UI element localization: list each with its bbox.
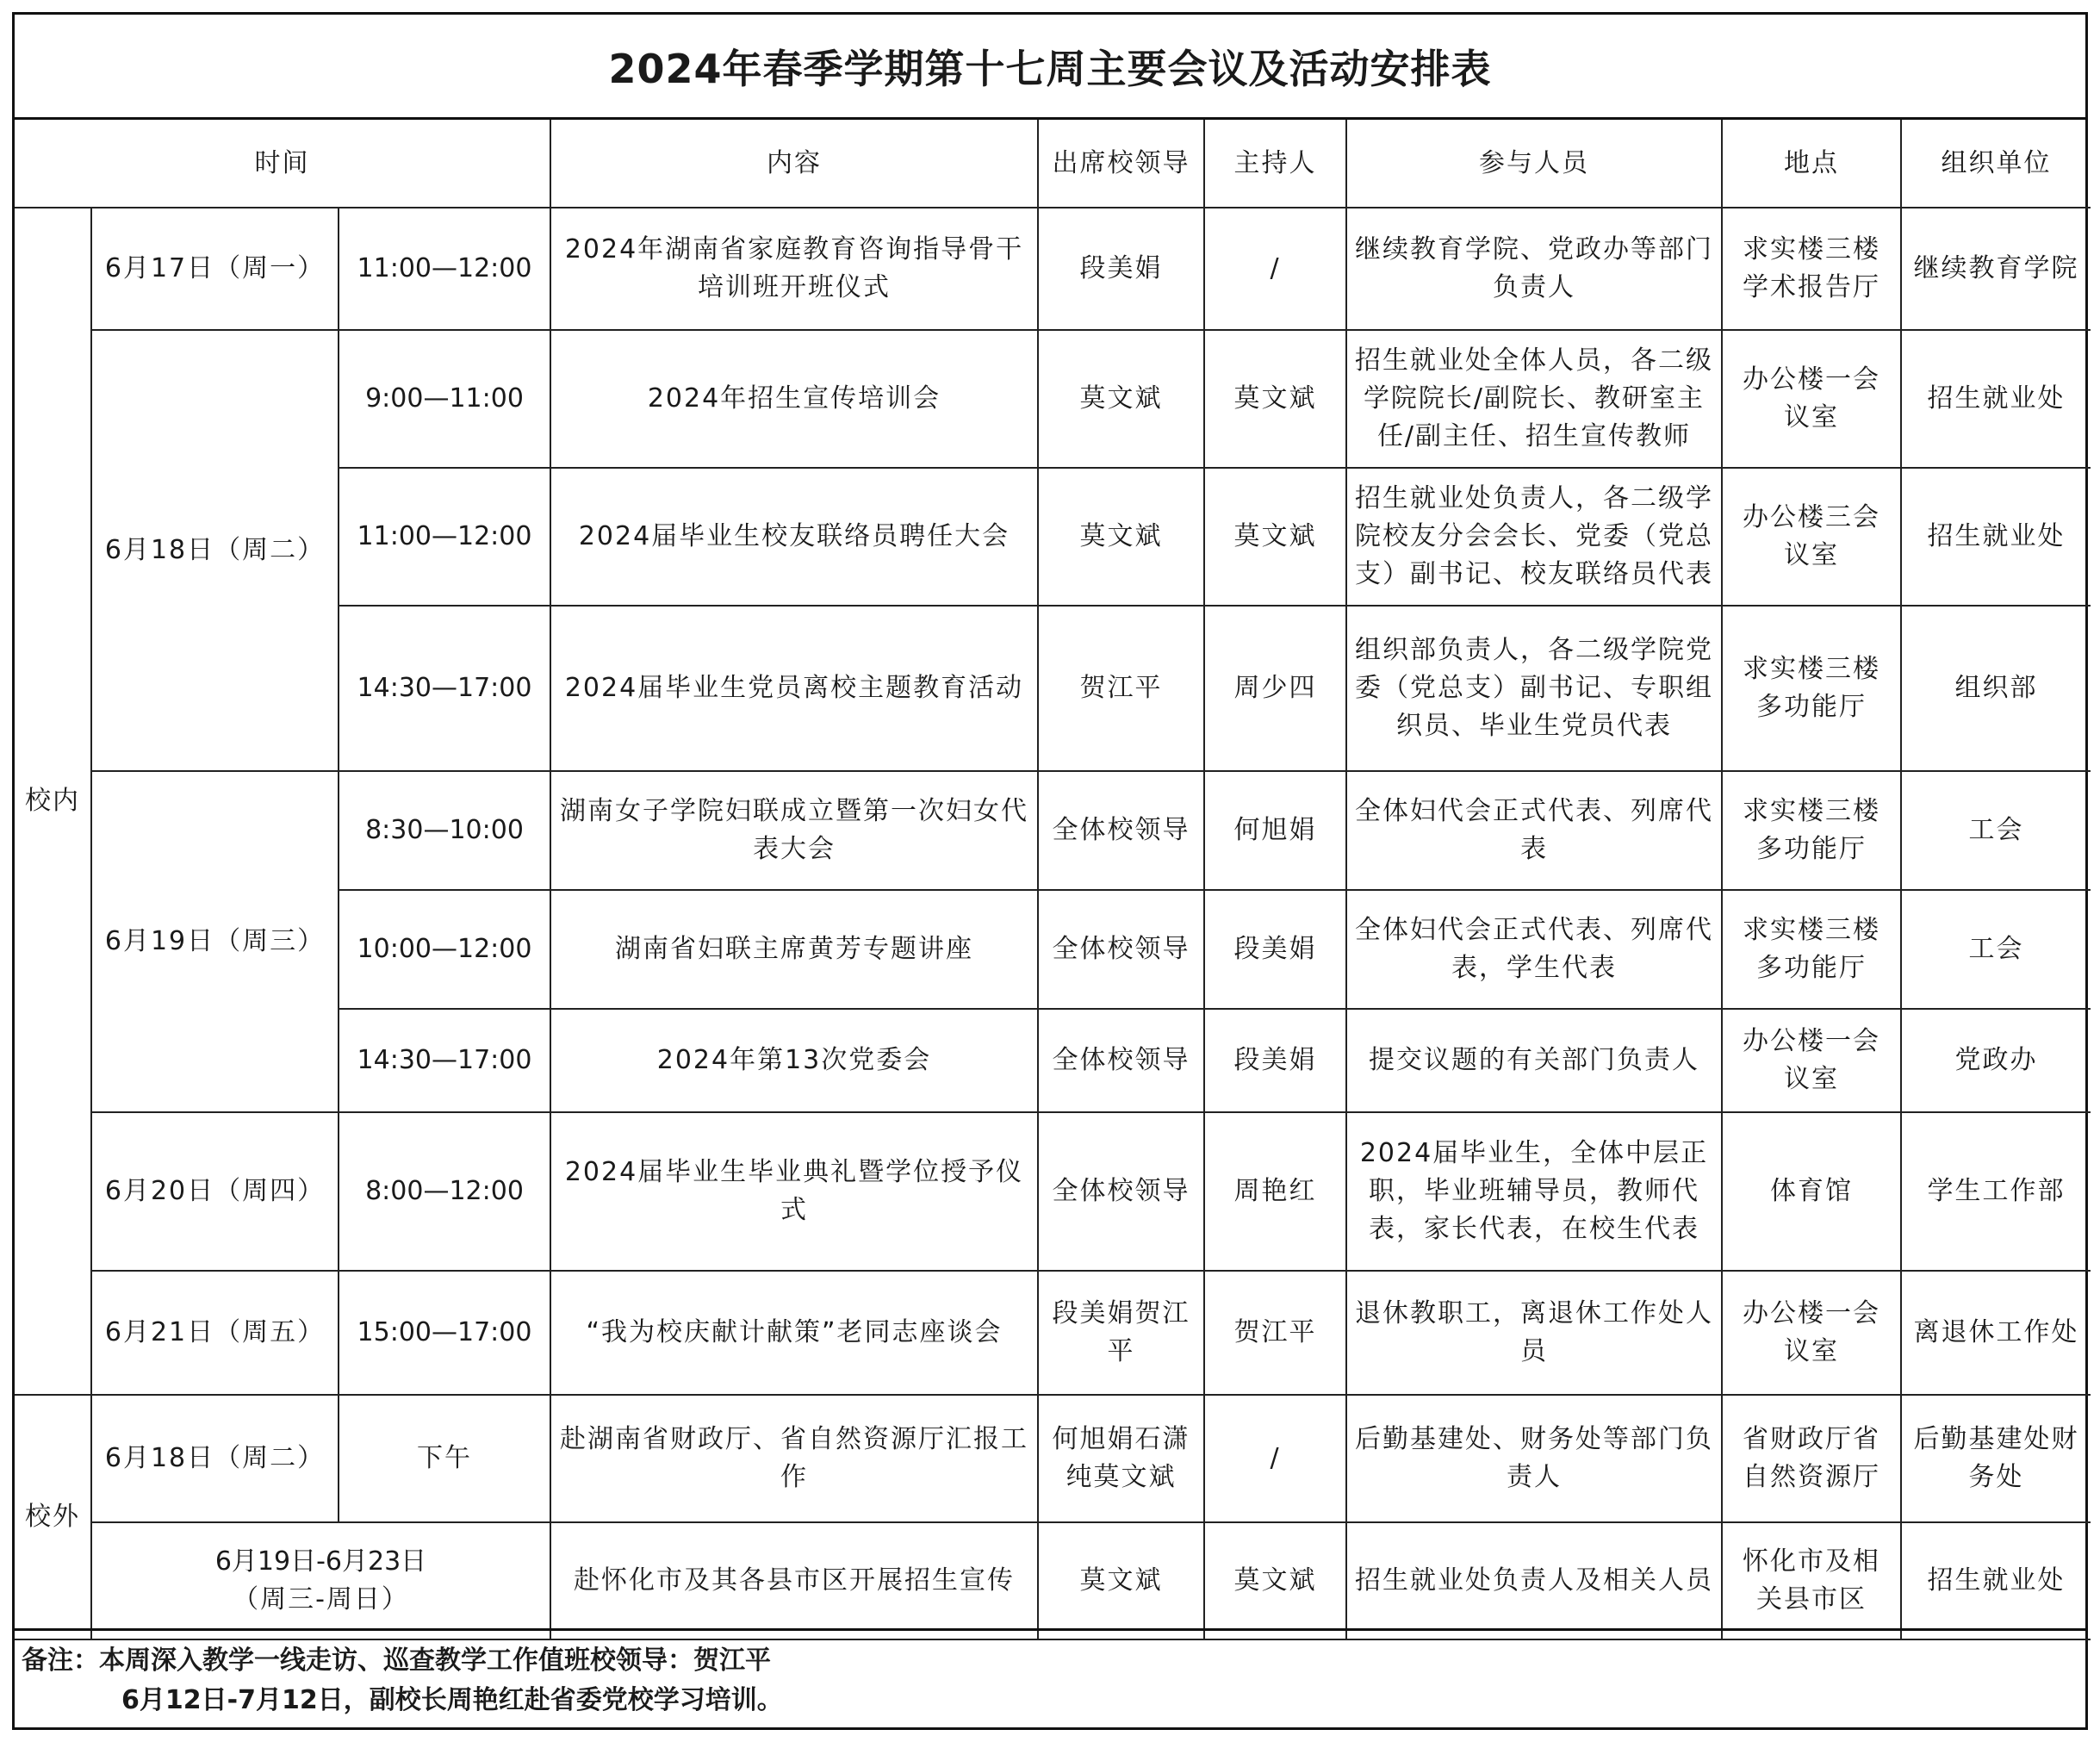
day-cell: 6月20日（周四） bbox=[91, 1112, 339, 1271]
header-participants: 参与人员 bbox=[1346, 120, 1722, 208]
content-cell: 2024年第13次党委会 bbox=[550, 1009, 1038, 1112]
leader-cell: 全体校领导 bbox=[1038, 771, 1204, 890]
time-cell: 8:30—10:00 bbox=[339, 771, 550, 890]
content-cell: 赴怀化市及其各县市区开展招生宣传 bbox=[550, 1522, 1038, 1639]
location-cell: 办公楼三会议室 bbox=[1722, 468, 1901, 606]
organizer-cell: 党政办 bbox=[1901, 1009, 2091, 1112]
participants-cell: 提交议题的有关部门负责人 bbox=[1346, 1009, 1722, 1112]
header-content: 内容 bbox=[550, 120, 1038, 208]
organizer-cell: 工会 bbox=[1901, 890, 2091, 1009]
day-cell: 6月18日（周二） bbox=[91, 330, 339, 771]
host-cell: 何旭娟 bbox=[1204, 771, 1346, 890]
organizer-cell: 继续教育学院 bbox=[1901, 208, 2091, 330]
content-cell: “我为校庆献计献策”老同志座谈会 bbox=[550, 1271, 1038, 1395]
section-outside: 校外 bbox=[15, 1395, 91, 1639]
location-cell: 怀化市及相关县市区 bbox=[1722, 1522, 1901, 1639]
header-row bbox=[15, 120, 2091, 208]
host-cell: 莫文斌 bbox=[1204, 468, 1346, 606]
content-cell: 2024届毕业生毕业典礼暨学位授予仪式 bbox=[550, 1112, 1038, 1271]
leader-cell: 莫文斌 bbox=[1038, 468, 1204, 606]
content-cell: 湖南省妇联主席黄芳专题讲座 bbox=[550, 890, 1038, 1009]
participants-cell: 继续教育学院、党政办等部门负责人 bbox=[1346, 208, 1722, 330]
day-cell: 6月21日（周五） bbox=[91, 1271, 339, 1395]
day-cell: 6月19日（周三） bbox=[91, 771, 339, 1112]
table-row bbox=[15, 1112, 2091, 1271]
participants-cell: 退休教职工，离退休工作处人员 bbox=[1346, 1271, 1722, 1395]
table-row bbox=[15, 208, 2091, 330]
leader-cell: 贺江平 bbox=[1038, 606, 1204, 771]
location-cell: 求实楼三楼多功能厅 bbox=[1722, 771, 1901, 890]
day-cell: 6月17日（周一） bbox=[91, 208, 339, 330]
participants-cell: 2024届毕业生，全体中层正职，毕业班辅导员，教师代表，家长代表，在校生代表 bbox=[1346, 1112, 1722, 1271]
content-cell: 赴湖南省财政厅、省自然资源厅汇报工作 bbox=[550, 1395, 1038, 1522]
header-leader: 出席校领导 bbox=[1038, 120, 1204, 208]
leader-cell: 段美娟贺江平 bbox=[1038, 1271, 1204, 1395]
organizer-cell: 招生就业处 bbox=[1901, 330, 2091, 468]
location-cell: 省财政厅省自然资源厅 bbox=[1722, 1395, 1901, 1522]
organizer-cell: 后勤基建处财务处 bbox=[1901, 1395, 2091, 1522]
schedule-table bbox=[15, 120, 2091, 1640]
leader-cell: 全体校领导 bbox=[1038, 1009, 1204, 1112]
remark-line-1: 备注：本周深入教学一线走访、巡查教学工作值班校领导：贺江平 bbox=[22, 1646, 771, 1676]
leader-cell: 何旭娟石潇纯莫文斌 bbox=[1038, 1395, 1204, 1522]
table-row bbox=[15, 1271, 2091, 1395]
host-cell: 莫文斌 bbox=[1204, 330, 1346, 468]
host-cell: 周艳红 bbox=[1204, 1112, 1346, 1271]
content-cell: 2024年招生宣传培训会 bbox=[550, 330, 1038, 468]
location-cell: 体育馆 bbox=[1722, 1112, 1901, 1271]
organizer-cell: 招生就业处 bbox=[1901, 468, 2091, 606]
host-cell: 周少四 bbox=[1204, 606, 1346, 771]
participants-cell: 全体妇代会正式代表、列席代表，学生代表 bbox=[1346, 890, 1722, 1009]
schedule-sheet bbox=[12, 12, 2088, 1730]
content-cell: 2024届毕业生校友联络员聘任大会 bbox=[550, 468, 1038, 606]
host-cell: 段美娟 bbox=[1204, 1009, 1346, 1112]
leader-cell: 莫文斌 bbox=[1038, 330, 1204, 468]
organizer-cell: 组织部 bbox=[1901, 606, 2091, 771]
location-cell: 求实楼三楼多功能厅 bbox=[1722, 606, 1901, 771]
host-cell: / bbox=[1204, 1395, 1346, 1522]
day-range: 6月19日-6月23日 bbox=[214, 1546, 427, 1577]
location-cell: 办公楼一会议室 bbox=[1722, 1271, 1901, 1395]
host-cell: / bbox=[1204, 208, 1346, 330]
location-cell: 办公楼一会议室 bbox=[1722, 1009, 1901, 1112]
participants-cell: 全体妇代会正式代表、列席代表 bbox=[1346, 771, 1722, 890]
table-row bbox=[15, 771, 2091, 890]
section-inside: 校内 bbox=[15, 208, 91, 1395]
organizer-cell: 工会 bbox=[1901, 771, 2091, 890]
participants-cell: 后勤基建处、财务处等部门负责人 bbox=[1346, 1395, 1722, 1522]
time-cell: 9:00—11:00 bbox=[339, 330, 550, 468]
content-cell: 2024年湖南省家庭教育咨询指导骨干培训班开班仪式 bbox=[550, 208, 1038, 330]
location-cell: 办公楼一会议室 bbox=[1722, 330, 1901, 468]
header-host: 主持人 bbox=[1204, 120, 1346, 208]
time-cell: 下午 bbox=[339, 1395, 550, 1522]
remarks bbox=[15, 1628, 2085, 1727]
time-cell: 10:00—12:00 bbox=[339, 890, 550, 1009]
content-cell: 2024届毕业生党员离校主题教育活动 bbox=[550, 606, 1038, 771]
time-cell: 11:00—12:00 bbox=[339, 208, 550, 330]
leader-cell: 全体校领导 bbox=[1038, 1112, 1204, 1271]
table-row bbox=[15, 1395, 2091, 1522]
organizer-cell: 招生就业处 bbox=[1901, 1522, 2091, 1639]
time-cell: 8:00—12:00 bbox=[339, 1112, 550, 1271]
participants-cell: 组织部负责人，各二级学院党委（党总支）副书记、专职组织员、毕业生党员代表 bbox=[1346, 606, 1722, 771]
header-location: 地点 bbox=[1722, 120, 1901, 208]
location-cell: 求实楼三楼多功能厅 bbox=[1722, 890, 1901, 1009]
participants-cell: 招生就业处负责人及相关人员 bbox=[1346, 1522, 1722, 1639]
location-cell: 求实楼三楼学术报告厅 bbox=[1722, 208, 1901, 330]
leader-cell: 段美娟 bbox=[1038, 208, 1204, 330]
page-title: 2024年春季学期第十七周主要会议及活动安排表 bbox=[15, 15, 2085, 120]
organizer-cell: 学生工作部 bbox=[1901, 1112, 2091, 1271]
host-cell: 贺江平 bbox=[1204, 1271, 1346, 1395]
time-cell: 15:00—17:00 bbox=[339, 1271, 550, 1395]
remark-line-2: 6月12日-7月12日，副校长周艳红赴省委党校学习培训。 bbox=[121, 1685, 783, 1715]
organizer-cell: 离退休工作处 bbox=[1901, 1271, 2091, 1395]
host-cell: 莫文斌 bbox=[1204, 1522, 1346, 1639]
content-cell: 湖南女子学院妇联成立暨第一次妇女代表大会 bbox=[550, 771, 1038, 890]
participants-cell: 招生就业处负责人，各二级学院校友分会会长、党委（党总支）副书记、校友联络员代表 bbox=[1346, 468, 1722, 606]
time-cell: 14:30—17:00 bbox=[339, 606, 550, 771]
day-range-weekday: （周三-周日） bbox=[233, 1584, 409, 1614]
time-cell: 11:00—12:00 bbox=[339, 468, 550, 606]
host-cell: 段美娟 bbox=[1204, 890, 1346, 1009]
time-cell: 14:30—17:00 bbox=[339, 1009, 550, 1112]
leader-cell: 全体校领导 bbox=[1038, 890, 1204, 1009]
table-row bbox=[15, 330, 2091, 468]
leader-cell: 莫文斌 bbox=[1038, 1522, 1204, 1639]
participants-cell: 招生就业处全体人员，各二级学院院长/副院长、教研室主任/副主任、招生宣传教师 bbox=[1346, 330, 1722, 468]
header-time: 时间 bbox=[15, 120, 550, 208]
table-row bbox=[15, 1522, 2091, 1639]
day-cell: 6月18日（周二） bbox=[91, 1395, 339, 1522]
header-organizer: 组织单位 bbox=[1901, 120, 2091, 208]
day-cell bbox=[91, 1522, 550, 1639]
